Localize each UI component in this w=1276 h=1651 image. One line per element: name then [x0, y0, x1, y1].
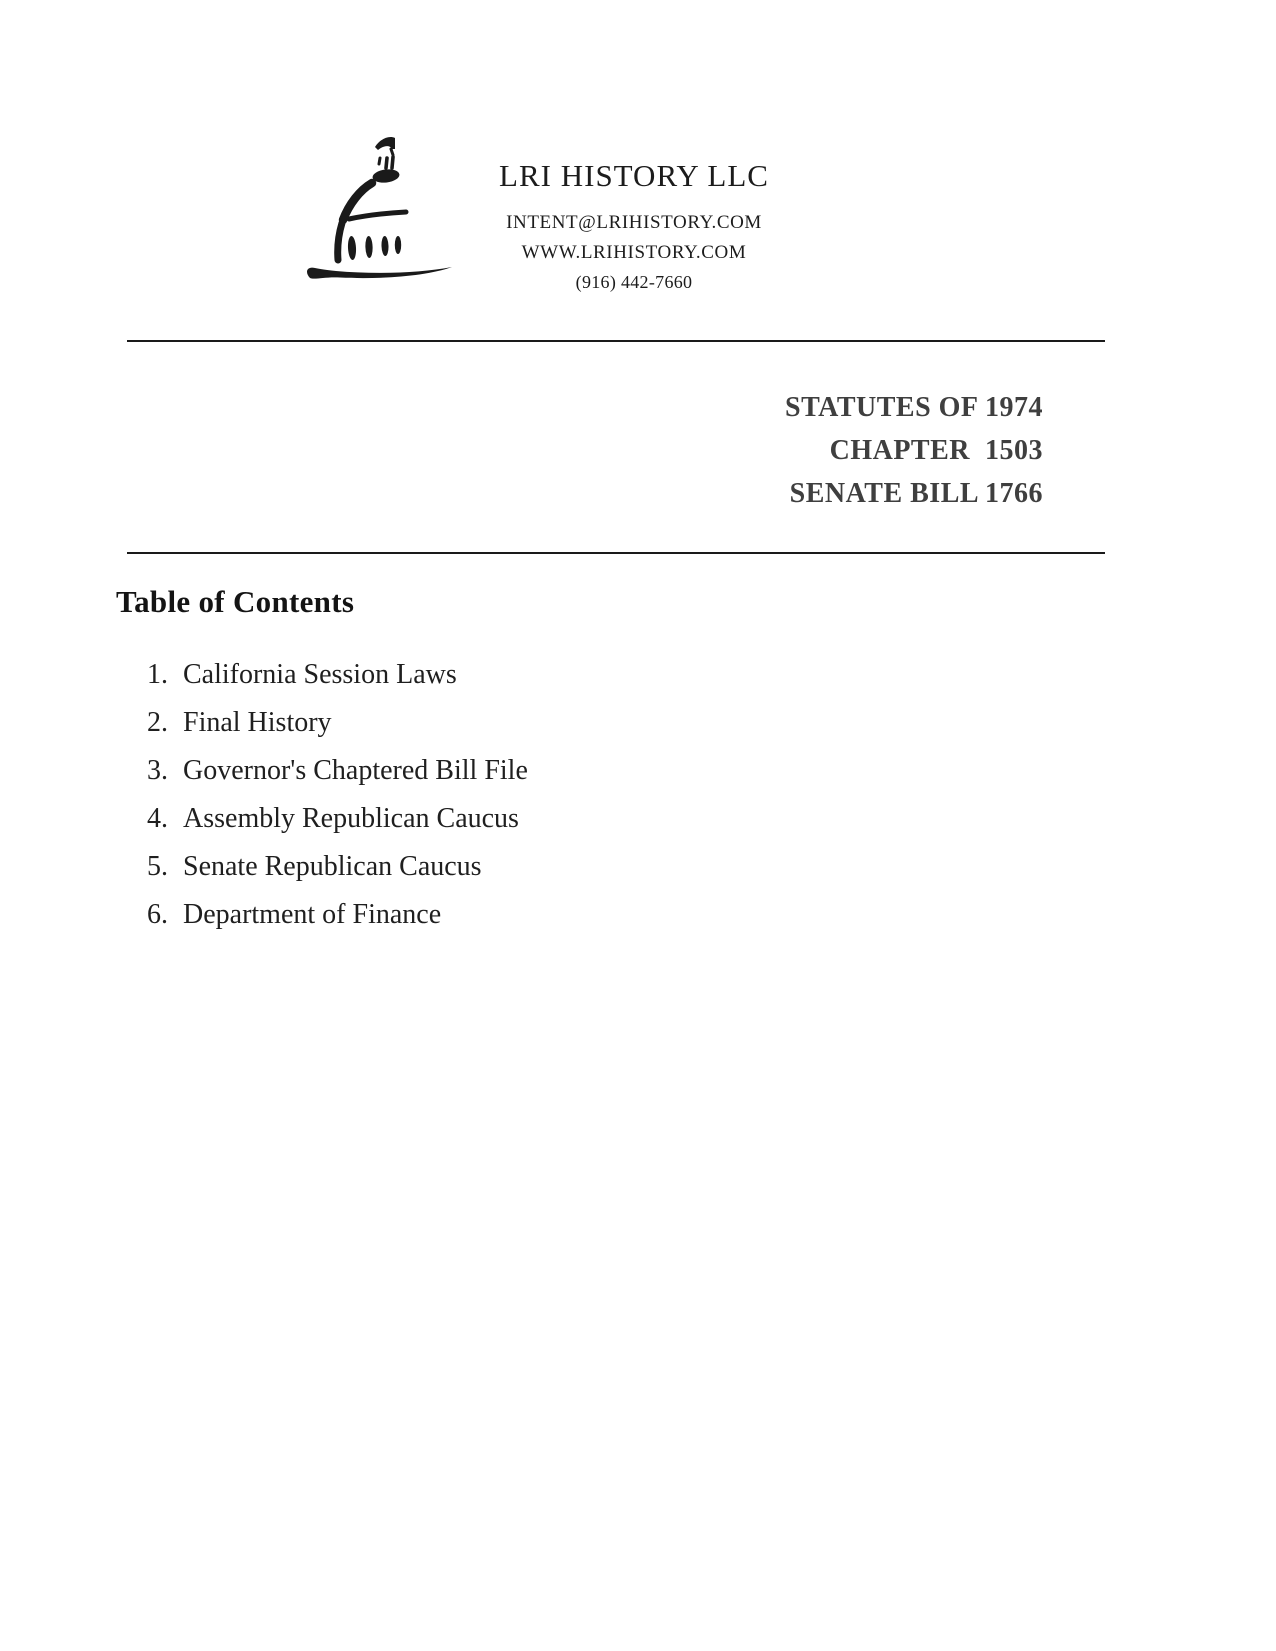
toc-item-number: 2. — [147, 707, 168, 738]
phone-text: (916) 442-7660 — [575, 272, 693, 292]
statute-reference — [643, 386, 1043, 515]
email-text: INTENT@LRIHISTORY.COM — [506, 212, 762, 233]
toc-item — [147, 756, 847, 785]
toc-item-label: California Session Laws — [183, 659, 457, 690]
toc-item — [147, 852, 847, 881]
divider-bottom — [127, 552, 1105, 554]
toc-item-label: Senate Republican Caucus — [183, 851, 482, 882]
toc-item-number: 5. — [147, 851, 168, 882]
toc-item — [147, 900, 847, 929]
toc-item — [147, 708, 847, 737]
chapter-line: CHAPTER 1503 — [829, 435, 1043, 466]
company-name: LRI HISTORY LLC — [499, 158, 769, 193]
toc-heading: Table of Contents — [116, 584, 355, 619]
divider-top — [127, 340, 1105, 342]
senate-bill-line: SENATE BILL 1766 — [789, 478, 1043, 509]
toc-list — [147, 660, 847, 948]
toc-item-label: Final History — [183, 707, 332, 738]
toc-item-label: Governor's Chaptered Bill File — [183, 755, 528, 786]
toc-item-label: Assembly Republican Caucus — [183, 803, 519, 834]
toc-item — [147, 660, 847, 689]
toc-item-number: 3. — [147, 755, 168, 786]
website-text: WWW.LRIHISTORY.COM — [521, 242, 747, 263]
toc-item-label: Department of Finance — [183, 899, 442, 930]
statutes-year-line: STATUTES OF 1974 — [785, 392, 1043, 423]
toc-item-number: 6. — [147, 899, 168, 930]
toc-item — [147, 804, 847, 833]
toc-item-number: 1. — [147, 659, 168, 690]
letterhead — [414, 160, 854, 292]
toc-item-number: 4. — [147, 803, 168, 834]
